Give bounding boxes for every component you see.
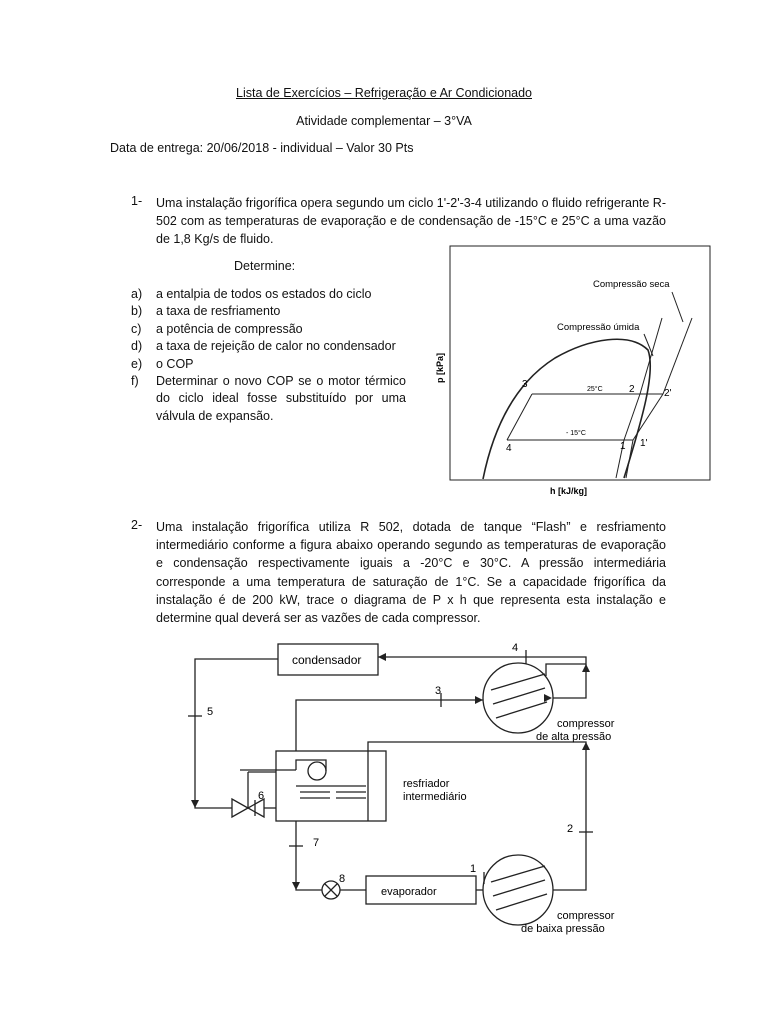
point-label-1-prime: 1': [640, 438, 648, 449]
list-item: b) a taxa de resfriamento: [131, 304, 281, 319]
document-title: Lista de Exercícios – Refrigeração e Ar Condicionado: [236, 86, 532, 100]
point-label-2: 2: [629, 384, 635, 395]
list-item: f) Determinar o novo COP se o motor térmico do ciclo ideal fosse substituído por uma válvula de expansão.: [131, 374, 406, 423]
evaporator-label: evaporador: [381, 886, 437, 898]
hp-compressor-label: compressor: [557, 718, 615, 730]
state-label-5: 5: [207, 706, 214, 718]
point-label-4: 4: [506, 443, 512, 454]
dry-compression-label: Compressão seca: [593, 279, 670, 290]
y-axis-label: p [kPa]: [435, 352, 445, 383]
lp-compressor-label: compressor: [557, 910, 615, 922]
intercooler-label-2: intermediário: [403, 791, 467, 803]
question-2-text: Uma instalação frigorífica utiliza R 502, dotada de tanque “Flash” e resfriamento intermediário conforme a figura abaixo operando segundo as temperaturas de evaporação e condensação respectivamente iguais a -20°C e 30°C. A pressão intermediária corresponde a uma temperatura de saturação de 1°C. Se a capacidade frigorífica da instalação é de 200 kW, trace o diagrama de P x h que representa esta instalação e determine qual deverá ser as vazões de cada compressor.: [156, 520, 666, 626]
condenser-label: condensador: [292, 653, 362, 667]
due-date-line: Data de entrega: 20/06/2018 - individual – Valor 30 Pts: [110, 141, 414, 155]
evaporating-temp-label: - 15°C: [566, 430, 586, 437]
document-subtitle: Atividade complementar – 3°VA: [296, 114, 472, 128]
state-label-6: 6: [258, 790, 265, 802]
question-2-number: 2-: [131, 518, 143, 532]
point-label-2-prime: 2': [664, 388, 672, 399]
pipe-3: [296, 700, 483, 751]
expansion-valve-6: [232, 799, 248, 817]
pipe-2: [368, 742, 586, 890]
determine-label: Determine:: [234, 259, 296, 273]
lp-compressor-label-2: de baixa pressão: [521, 923, 605, 935]
state-label-4: 4: [512, 642, 519, 654]
state-label-1: 1: [470, 863, 477, 875]
list-item: a) a entalpia de todos os estados do ciclo: [131, 287, 372, 301]
state-label-7: 7: [313, 837, 320, 849]
pipe-4b: [553, 664, 586, 698]
pipe-7: [296, 821, 322, 890]
question-1-number: 1-: [131, 194, 143, 208]
hp-compressor: [483, 663, 553, 733]
lp-compressor: [483, 855, 553, 925]
intercooler-label: resfriador: [403, 778, 450, 790]
hp-compressor-label-2: de alta pressão: [536, 731, 612, 743]
x-axis-label: h [kJ/kg]: [550, 486, 588, 496]
state-label-8: 8: [339, 873, 346, 885]
condensing-temp-label: 25°C: [587, 386, 603, 393]
pipe-5: [195, 659, 278, 808]
question-1-text: Uma instalação frigorífica opera segundo um ciclo 1'-2'-3-4 utilizando o fluido refrigerante R-502 com as temperaturas de evaporação e de condensação de -15°C e 25°C a uma vazão de 1,8 Kg/s de fluido.: [156, 196, 666, 247]
state-label-3: 3: [435, 685, 442, 697]
list-item: d) a taxa de rejeição de calor no condensador: [131, 339, 396, 354]
point-label-1: 1: [620, 441, 626, 452]
wet-compression-label: Compressão úmida: [557, 322, 640, 333]
list-item: c) a potência de compressão: [131, 321, 303, 336]
state-label-2: 2: [567, 823, 574, 835]
pipe-4: [378, 657, 586, 676]
float-valve: [308, 762, 326, 780]
list-item: e) o COP: [131, 356, 194, 371]
point-label-3: 3: [522, 379, 528, 390]
